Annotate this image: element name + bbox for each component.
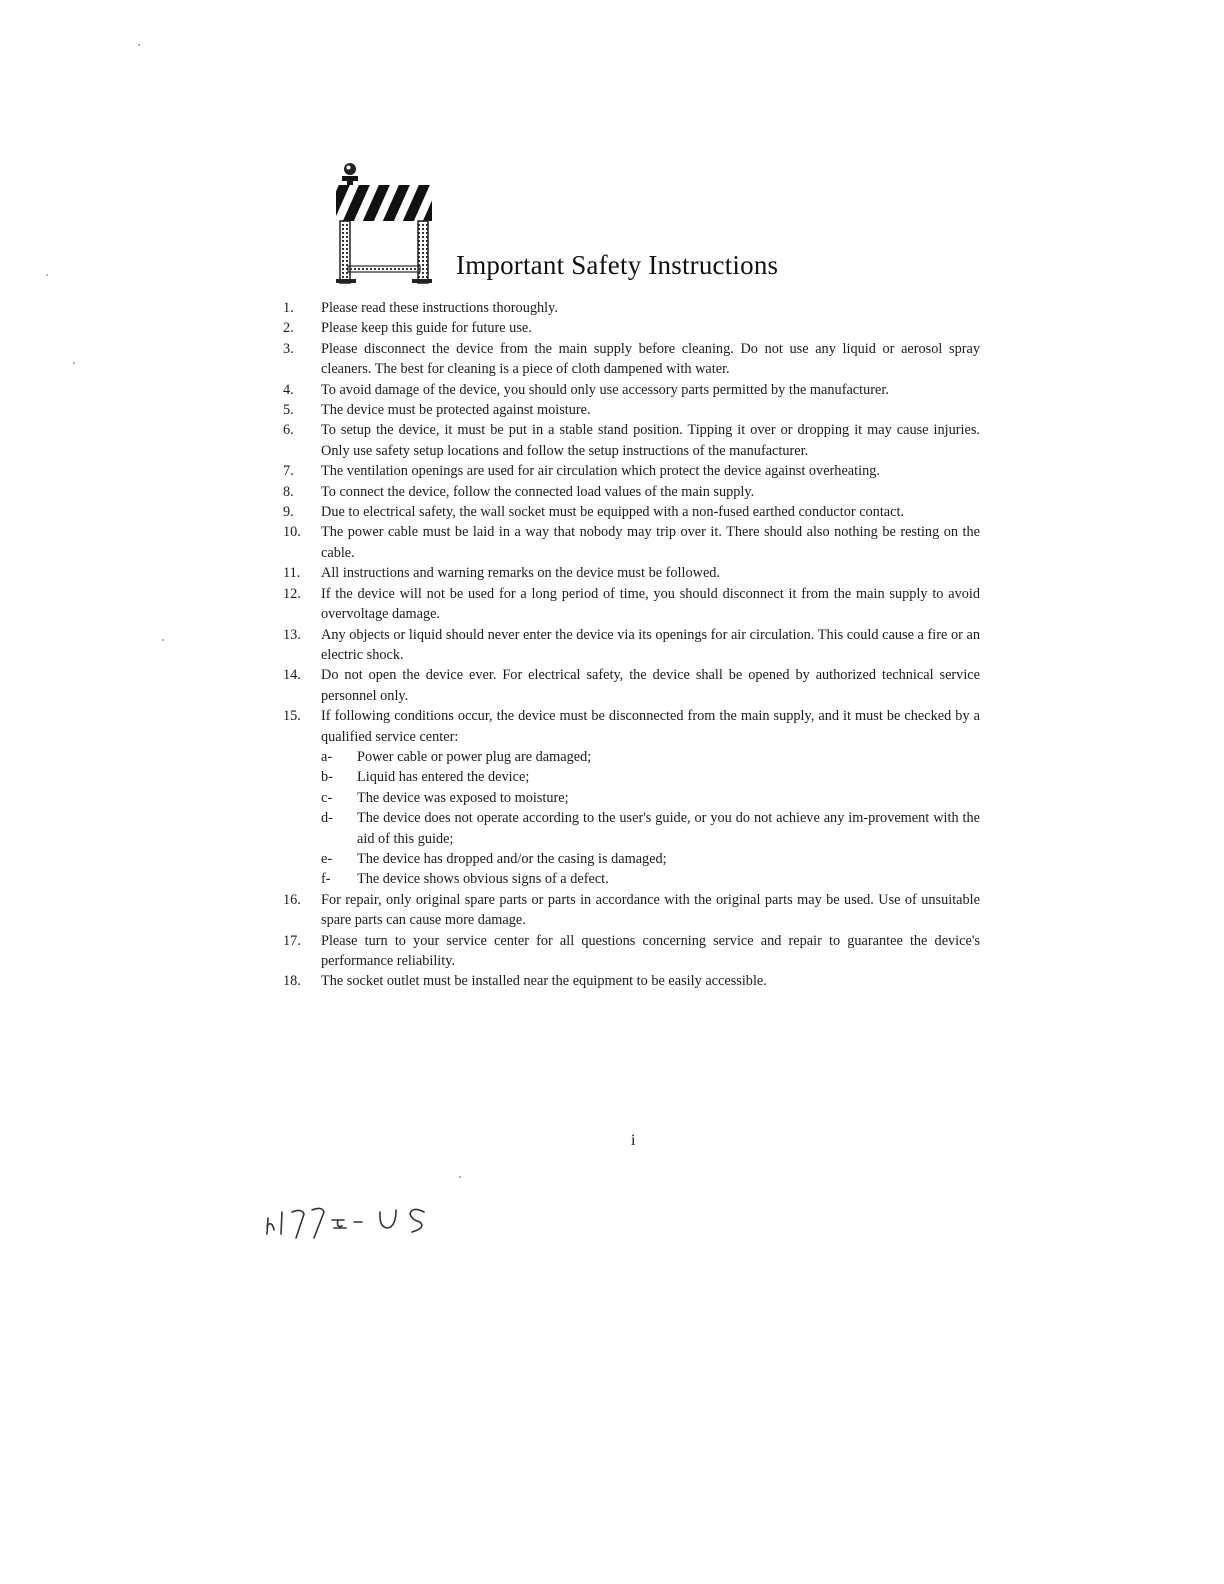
item-text: If following conditions occur, the device must be disconnected from the main supply, and it must be checked by a qualified service center: bbox=[321, 708, 980, 745]
item-text: Please keep this guide for future use. bbox=[321, 320, 532, 337]
list-item bbox=[283, 563, 980, 583]
item-text: For repair, only original spare parts or parts in accordance with the original parts may be used. Use of unsuitable spare parts can cause more damage. bbox=[321, 891, 980, 929]
safety-instructions-list bbox=[283, 298, 980, 992]
condition-sublist bbox=[321, 747, 980, 890]
item-text: To avoid damage of the device, you should only use accessory parts permitted by the manufacturer. bbox=[321, 381, 889, 398]
item-text: The ventilation openings are used for air circulation which protect the device against overheating. bbox=[321, 463, 880, 480]
list-item bbox=[283, 400, 980, 420]
item-number: 11. bbox=[283, 565, 301, 582]
sub-item-letter: f- bbox=[321, 871, 331, 888]
item-text: All instructions and warning remarks on the device must be followed. bbox=[321, 565, 721, 582]
item-text: Please disconnect the device from the main supply before cleaning. Do not use any liquid or aerosol spray cleaners. The best for cleaning is a piece of cloth dampened with water. bbox=[321, 340, 980, 378]
sub-item-letter: a- bbox=[321, 748, 333, 765]
list-item bbox=[283, 706, 980, 747]
item-number: 3. bbox=[283, 340, 294, 357]
handwritten-note bbox=[262, 1190, 432, 1250]
sub-item-text: The device has dropped and/or the casing is damaged; bbox=[357, 850, 667, 867]
item-number: 4. bbox=[283, 381, 294, 398]
scan-speck bbox=[162, 639, 164, 641]
item-number: 1. bbox=[283, 300, 294, 316]
item-text: Due to electrical safety, the wall socket must be equipped with a non-fused earthed conductor contact. bbox=[321, 504, 905, 521]
item-number: 14. bbox=[283, 667, 301, 684]
page-number: i bbox=[631, 1132, 636, 1149]
sub-list-item bbox=[321, 869, 980, 889]
list-item bbox=[283, 502, 980, 522]
item-number: 6. bbox=[283, 422, 294, 439]
list-item bbox=[283, 625, 980, 666]
item-number: 12. bbox=[283, 585, 301, 602]
sub-item-text: Liquid has entered the device; bbox=[357, 769, 530, 786]
sub-list-item bbox=[321, 788, 980, 808]
sub-list-item bbox=[321, 767, 980, 787]
list-item bbox=[283, 971, 980, 991]
scan-speck bbox=[46, 274, 48, 276]
list-item bbox=[283, 665, 980, 706]
item-number: 2. bbox=[283, 320, 294, 337]
item-number: 16. bbox=[283, 891, 301, 908]
page-title: Important Safety Instructions bbox=[456, 250, 779, 280]
item-text: Please turn to your service center for all questions concerning service and repair to guarantee the device's performance reliability. bbox=[321, 932, 980, 969]
sub-item-letter: c- bbox=[321, 789, 333, 806]
sub-list-item bbox=[321, 747, 980, 767]
item-text: To setup the device, it must be put in a stable stand position. Tipping it over or dropping it may cause injuries. Only use safety setup locations and follow the setup instructions of the manufacturer. bbox=[321, 422, 980, 459]
list-item bbox=[283, 318, 980, 338]
scan-speck bbox=[73, 362, 75, 364]
item-text: Do not open the device ever. For electrical safety, the device shall be opened by authorized technical service personnel only. bbox=[321, 667, 980, 704]
item-text: The device must be protected against moisture. bbox=[321, 402, 591, 419]
item-text: If the device will not be used for a long period of time, you should disconnect it from the main supply to avoid overvoltage damage. bbox=[321, 585, 980, 623]
item-number: 17. bbox=[283, 932, 301, 949]
item-text: The socket outlet must be installed near the equipment to be easily accessible. bbox=[321, 973, 767, 990]
list-item bbox=[283, 522, 980, 563]
sub-item-letter: d- bbox=[321, 810, 333, 827]
item-number: 13. bbox=[283, 626, 301, 643]
item-text: To connect the device, follow the connected load values of the main supply. bbox=[321, 483, 755, 500]
list-item bbox=[283, 298, 980, 318]
sub-item-text: The device shows obvious signs of a defect. bbox=[357, 871, 609, 888]
list-item bbox=[283, 420, 980, 461]
item-text: Any objects or liquid should never enter the device via its openings for air circulation. This could cause a fire or an electric shock. bbox=[321, 626, 980, 663]
item-number: 8. bbox=[283, 483, 294, 500]
list-item bbox=[283, 584, 980, 625]
list-item bbox=[283, 380, 980, 400]
item-number: 10. bbox=[283, 524, 301, 541]
item-text: The power cable must be laid in a way that nobody may trip over it. There should also nothing be resting on the cable. bbox=[321, 524, 980, 561]
item-number: 15. bbox=[283, 708, 301, 725]
safety-barrier-icon bbox=[330, 160, 436, 284]
scan-speck bbox=[138, 44, 140, 46]
sub-item-letter: e- bbox=[321, 850, 333, 867]
item-number: 5. bbox=[283, 402, 294, 419]
sub-list-item bbox=[321, 849, 980, 869]
item-number: 7. bbox=[283, 463, 294, 480]
sub-item-text: Power cable or power plug are damaged; bbox=[357, 748, 592, 765]
item-number: 18. bbox=[283, 973, 301, 990]
list-item bbox=[283, 931, 980, 972]
list-item bbox=[283, 461, 980, 481]
list-item bbox=[283, 339, 980, 380]
list-item bbox=[283, 890, 980, 931]
sub-item-text: The device does not operate according to the user's guide, or you do not achieve any im-provement with the aid of this guide; bbox=[357, 810, 980, 847]
sub-item-text: The device was exposed to moisture; bbox=[357, 789, 569, 806]
item-text: Please read these instructions thoroughly. bbox=[321, 300, 558, 316]
list-item bbox=[283, 482, 980, 502]
sub-list-item bbox=[321, 808, 980, 849]
item-number: 9. bbox=[283, 504, 294, 521]
sub-item-letter: b- bbox=[321, 769, 333, 786]
scan-speck bbox=[459, 1176, 461, 1178]
